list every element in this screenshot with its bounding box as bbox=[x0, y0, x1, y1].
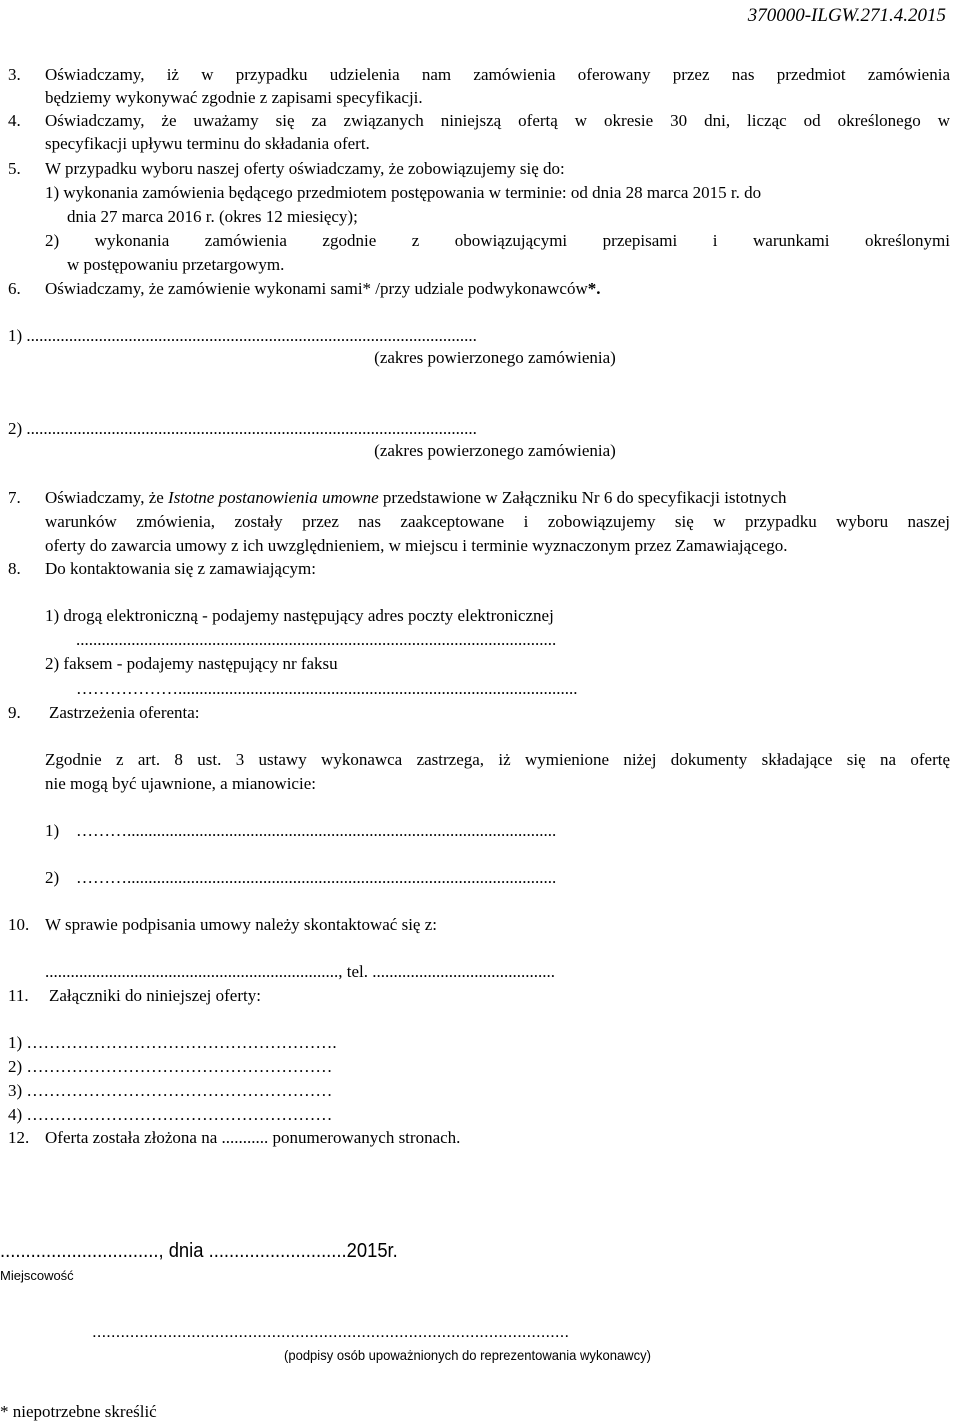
reserved-doc-field[interactable]: ………..................................................................................................... bbox=[76, 868, 557, 887]
contact-field[interactable]: ....................................................................., tel. ........................................... bbox=[45, 962, 555, 981]
paragraph-text: Oświadczamy, że zamówienie wykonami sami* /przy udziale podwykonawców bbox=[45, 279, 588, 298]
paragraph-number: 11. bbox=[8, 986, 29, 1005]
paragraph-line: Do kontaktowania się z zamawiającym: bbox=[45, 559, 316, 578]
paragraph-line: Oferta została złożona na ........... ponumerowanych stronach. bbox=[45, 1128, 461, 1147]
signature-field[interactable]: ..................................................................................................... bbox=[92, 1322, 570, 1341]
paragraph-line: Zastrzeżenia oferenta: bbox=[49, 703, 200, 722]
paragraph-line: nie mogą być ujawnione, a mianowicie: bbox=[45, 774, 316, 793]
paragraph-line: będziemy wykonywać zgodnie z zapisami specyfikacji. bbox=[45, 88, 423, 107]
paragraph-line: W przypadku wyboru naszej oferty oświadczamy, że zobowiązujemy się do: bbox=[45, 159, 565, 178]
list-item-continuation: w postępowaniu przetargowym. bbox=[67, 255, 285, 274]
asterisk-marker: *. bbox=[587, 279, 601, 298]
subcontract-entry-1[interactable]: 1) .......................................................................................................... bbox=[8, 326, 477, 345]
reserved-doc-number: 1) bbox=[45, 821, 60, 840]
attachment-entry[interactable]: 1) ………………………………………………. bbox=[8, 1033, 337, 1052]
list-item: 2) wykonania zamówienia zgodnie z obowiązującymi przepisami i warunkami określonymi bbox=[45, 231, 950, 250]
entry-caption: (zakres powierzonego zamówienia) bbox=[374, 441, 616, 460]
paragraph-line: oferty do zawarcia umowy z ich uwzględnieniem, w miejscu i terminie wyznaczonym przez Zamawiającego. bbox=[45, 536, 788, 555]
paragraph-line: warunków zmówienia, zostały przez nas zaakceptowane i zobowiązujemy się w przypadku wyboru naszej bbox=[45, 512, 950, 531]
email-field[interactable]: ................................................................................................................. bbox=[76, 630, 557, 649]
list-item-continuation: dnia 27 marca 2016 r. (okres 12 miesięcy); bbox=[67, 207, 358, 226]
paragraph-line: Oświadczamy, iż w przypadku udzielenia nam zamówienia oferowany przez nas przedmiot zamówienia bbox=[45, 65, 950, 84]
paragraph-line: W sprawie podpisania umowy należy skontaktować się z: bbox=[45, 915, 437, 934]
paragraph-number: 8. bbox=[8, 559, 21, 578]
place-label: Miejscowość bbox=[0, 1268, 74, 1283]
list-item: 1) wykonania zamówienia będącego przedmiotem postępowania w terminie: od dnia 28 marca 2015 r. do bbox=[45, 183, 762, 202]
paragraph-number: 5. bbox=[8, 159, 21, 178]
paragraph-line: Oświadczamy, że uważamy się za związanych niniejszą ofertą w okresie 30 dni, licząc od określonego w bbox=[45, 111, 950, 130]
paragraph-line bbox=[45, 486, 787, 510]
paragraph-number: 7. bbox=[8, 488, 21, 507]
paragraph-line: specyfikacji upływu terminu do składania ofert. bbox=[45, 134, 370, 153]
paragraph-number: 10. bbox=[8, 915, 30, 934]
paragraph-line: Załączniki do niniejszej oferty: bbox=[49, 986, 261, 1005]
paragraph-number: 9. bbox=[8, 703, 21, 722]
reserved-doc-field[interactable]: ………..................................................................................................... bbox=[76, 821, 557, 840]
italic-term: Istotne postanowienia umowne bbox=[168, 488, 379, 507]
paragraph-line: Zgodnie z art. 8 ust. 3 ustawy wykonawca zastrzega, iż wymienione niżej dokumenty składające się na ofertę bbox=[45, 750, 950, 769]
paragraph-number: 12. bbox=[8, 1128, 30, 1147]
fax-field[interactable]: ……………….............................................................................................. bbox=[76, 679, 578, 698]
list-item: 2) faksem - podajemy następujący nr faksu bbox=[45, 654, 338, 673]
footnote: * niepotrzebne skreślić bbox=[0, 1402, 157, 1421]
paragraph-text: przedstawione w Załączniku Nr 6 do specyfikacji istotnych bbox=[378, 488, 787, 507]
subcontract-entry-2[interactable]: 2) .......................................................................................................... bbox=[8, 419, 477, 438]
paragraph-number: 3. bbox=[8, 65, 21, 84]
paragraph-line bbox=[45, 277, 600, 301]
list-item: 1) drogą elektroniczną - podajemy następujący adres poczty elektronicznej bbox=[45, 606, 554, 625]
reserved-doc-number: 2) bbox=[45, 868, 60, 887]
entry-caption: (zakres powierzonego zamówienia) bbox=[374, 348, 616, 367]
paragraph-text: Oświadczamy, że bbox=[45, 488, 169, 507]
place-date-line[interactable]: ..............................., dnia ...........................2015r. bbox=[0, 1240, 398, 1262]
paragraph-number: 4. bbox=[8, 111, 21, 130]
paragraph-number: 6. bbox=[8, 279, 21, 298]
signature-label: (podpisy osób upoważnionych do reprezentowania wykonawcy) bbox=[284, 1347, 651, 1363]
attachment-entry[interactable]: 2) ……………………………………………… bbox=[8, 1057, 333, 1076]
attachment-entry[interactable]: 3) ……………………………………………… bbox=[8, 1081, 333, 1100]
attachment-entry[interactable]: 4) ……………………………………………… bbox=[8, 1105, 333, 1124]
document-reference: 370000-ILGW.271.4.2015 bbox=[747, 5, 946, 26]
